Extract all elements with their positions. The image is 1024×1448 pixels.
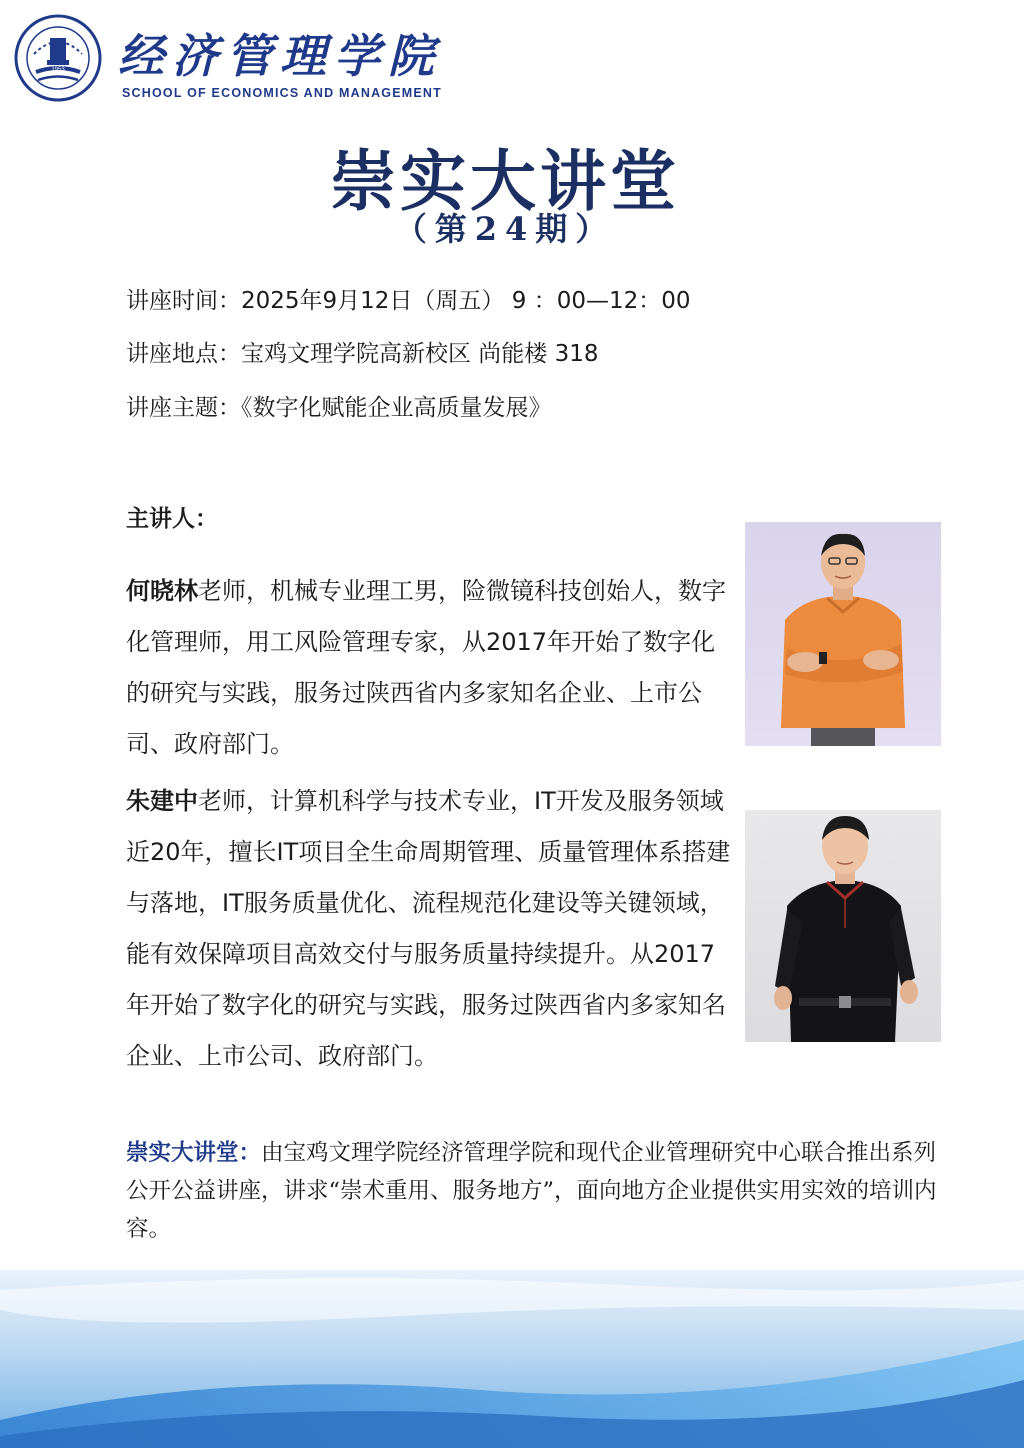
series-description-label: 崇实大讲堂： xyxy=(126,1140,262,1166)
speakers-heading: 主讲人： xyxy=(126,506,218,532)
speaker-bio-text-1: 老师，机械专业理工男，险微镜科技创始人，数字化管理师，用工风险管理专家，从2017年开始了数字化的研究与实践，服务过陕西省内多家知名企业、上市公司、政府部门。 xyxy=(126,577,726,758)
lecture-time-value: 2025年9月12日（周五） 9 ：00—12：00 xyxy=(241,288,691,314)
lecture-time-label: 讲座时间： xyxy=(126,288,241,314)
seal-year: 1953 xyxy=(51,67,65,73)
series-description-text: 由宝鸡文理学院经济管理学院和现代企业管理研究中心联合推出系列公开公益讲座，讲求“崇术重用、服务地方”，面向地方企业提供实用实效的培训内容。 xyxy=(126,1140,937,1242)
school-name-english: SCHOOL OF ECONOMICS AND MANAGEMENT xyxy=(122,86,442,100)
lecture-place xyxy=(126,335,599,368)
school-name-chinese: 经济管理学院 xyxy=(118,29,442,83)
speaker-name-1: 何晓林 xyxy=(126,577,198,605)
university-seal-icon xyxy=(14,14,102,102)
lecture-time xyxy=(126,282,691,315)
speaker-bio-2 xyxy=(126,776,736,1082)
series-description xyxy=(126,1134,958,1248)
lecture-topic-value: 《数字化赋能企业高质量发展》 xyxy=(241,395,552,421)
speaker-bio-text-2: 老师，计算机科学与技术专业，IT开发及服务领域近20年，擅长IT项目全生命周期管理、质量管理体系搭建与落地，IT服务质量优化、流程规范化建设等关键领域，能有效保障项目高效交付与服务质量持续提升。从2017年开始了数字化的研究与实践，服务过陕西省内多家知名企业、上市公司、政府部门。 xyxy=(126,787,731,1070)
speaker-photo-1 xyxy=(745,522,941,746)
lecture-topic xyxy=(126,389,552,422)
issue-number: （第24期） xyxy=(394,210,616,248)
speaker-bio-1 xyxy=(126,566,736,770)
lecture-series-title: 崇实大讲堂 xyxy=(330,143,680,220)
lecture-topic-label: 讲座主题： xyxy=(126,395,241,421)
lecture-place-label: 讲座地点： xyxy=(126,341,241,367)
decorative-wave-footer xyxy=(0,1270,1024,1448)
lecture-place-value: 宝鸡文理学院高新校区 尚能楼 318 xyxy=(241,341,599,367)
speaker-photo-2 xyxy=(745,810,941,1042)
speaker-name-2: 朱建中 xyxy=(126,787,198,815)
